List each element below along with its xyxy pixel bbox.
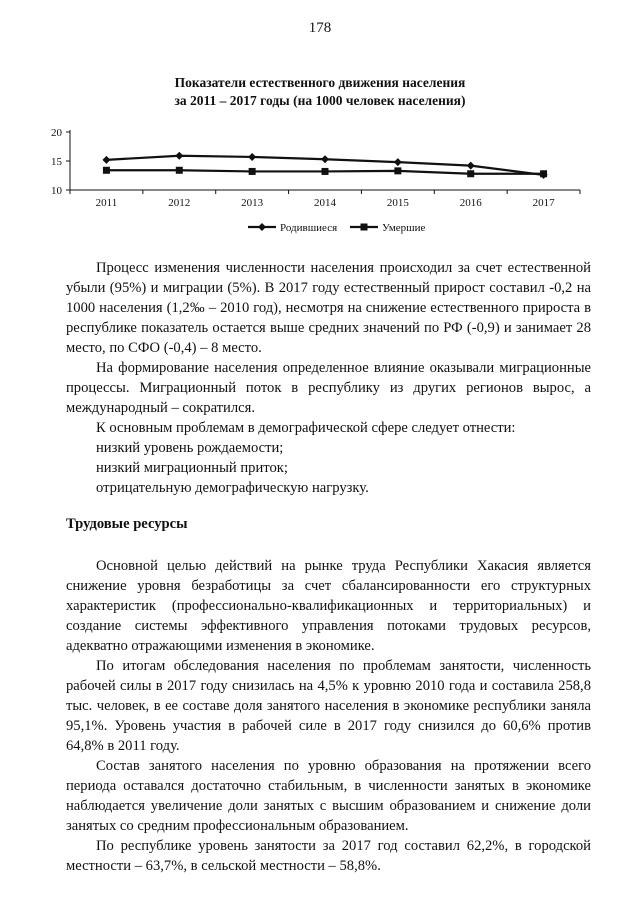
data-point: [540, 170, 547, 177]
data-point: [248, 153, 256, 161]
x-tick-label: 2012: [168, 197, 191, 209]
chart-title-line-2: за 2011 – 2017 годы (на 1000 человек населения): [174, 93, 466, 108]
x-tick-label: 2015: [386, 197, 409, 209]
legend-marker-1: [258, 223, 266, 231]
data-point: [322, 168, 329, 175]
data-point: [249, 168, 256, 175]
y-tick-label: 15: [51, 156, 62, 168]
data-point: [103, 167, 110, 174]
list-item: низкий уровень рождаемости;: [96, 440, 284, 456]
list-item: низкий миграционный приток;: [96, 460, 288, 476]
data-point: [321, 155, 329, 163]
paragraph: К основным проблемам в демографической сфере следует отнести:: [96, 420, 516, 436]
x-tick-label: 2017: [532, 197, 555, 209]
data-point: [394, 158, 402, 166]
data-point: [394, 167, 401, 174]
y-tick-label: 10: [51, 185, 62, 197]
legend-label-1: Родившиеся: [280, 222, 338, 234]
legend-label-2: Умершие: [382, 222, 426, 234]
body-text: [66, 258, 591, 876]
data-point: [102, 156, 110, 164]
x-tick-label: 2013: [241, 197, 264, 209]
paragraph: На формирование населения определенное влияние оказывали миграционные процессы. Миграционный поток в республику из других регионов вырос, а международный – сократился.: [66, 360, 591, 416]
chart-title: [60, 74, 580, 110]
list-item: отрицательную демографическую нагрузку.: [96, 480, 369, 496]
paragraph: По итогам обследования населения по проблемам занятости, численность рабочей силы в 2017 году снизилась на 4,5% к уровню 2010 года и составила 258,8 тыс. человек, в ее составе доля занятого населения в экономике республики заняла 95,1%. Уровень участия в рабочей силе в 2017 году снизился до 60,6% против 64,8% в 2011 году.: [66, 658, 591, 754]
x-tick-label: 2016: [459, 197, 482, 209]
data-point: [467, 162, 475, 170]
chart-title-line-1: Показатели естественного движения населения: [174, 75, 466, 90]
paragraph: По республике уровень занятости за 2017 год составил 62,2%, в городской местности – 63,7%, в сельской местности – 58,8%.: [66, 838, 591, 874]
data-point: [175, 152, 183, 160]
line-chart: [20, 120, 620, 240]
x-tick-label: 2014: [314, 197, 336, 209]
paragraph: Основной целью действий на рынке труда Республики Хакасия является снижение уровня безработицы за счет сбалансированности его структурных характеристик (профессионально-квалификационных и территориальных) и создание системы эффективного управления потоками трудовых ресурсов, адекватно отражающими изменения в экономике.: [66, 558, 591, 654]
paragraph: Процесс изменения численности населения происходил за счет естественной убыли (95%) и миграции (5%). В 2017 году естественный прирост составил -0,2 на 1000 населения (1,2‰ – 2010 год), несмотря на снижение естественного прироста в республике показатель остается выше средних значений по РФ (-0,9) и занимает 28 место, по СФО (-0,4) – 8 место.: [66, 260, 591, 356]
paragraph: Состав занятого населения по уровню образования на протяжении всего периода оставался достаточно стабильным, в численности занятых в экономике наблюдается увеличение доли занятых с высшим образованием и снижение доли занятых со средним профессиональным образованием.: [66, 758, 591, 834]
legend-marker-2: [361, 224, 368, 231]
page-number: 178: [308, 20, 332, 36]
data-point: [467, 170, 474, 177]
section-title: Трудовые ресурсы: [66, 516, 188, 532]
y-tick-label: 20: [51, 127, 62, 139]
x-tick-label: 2011: [95, 197, 118, 209]
data-point: [176, 167, 183, 174]
